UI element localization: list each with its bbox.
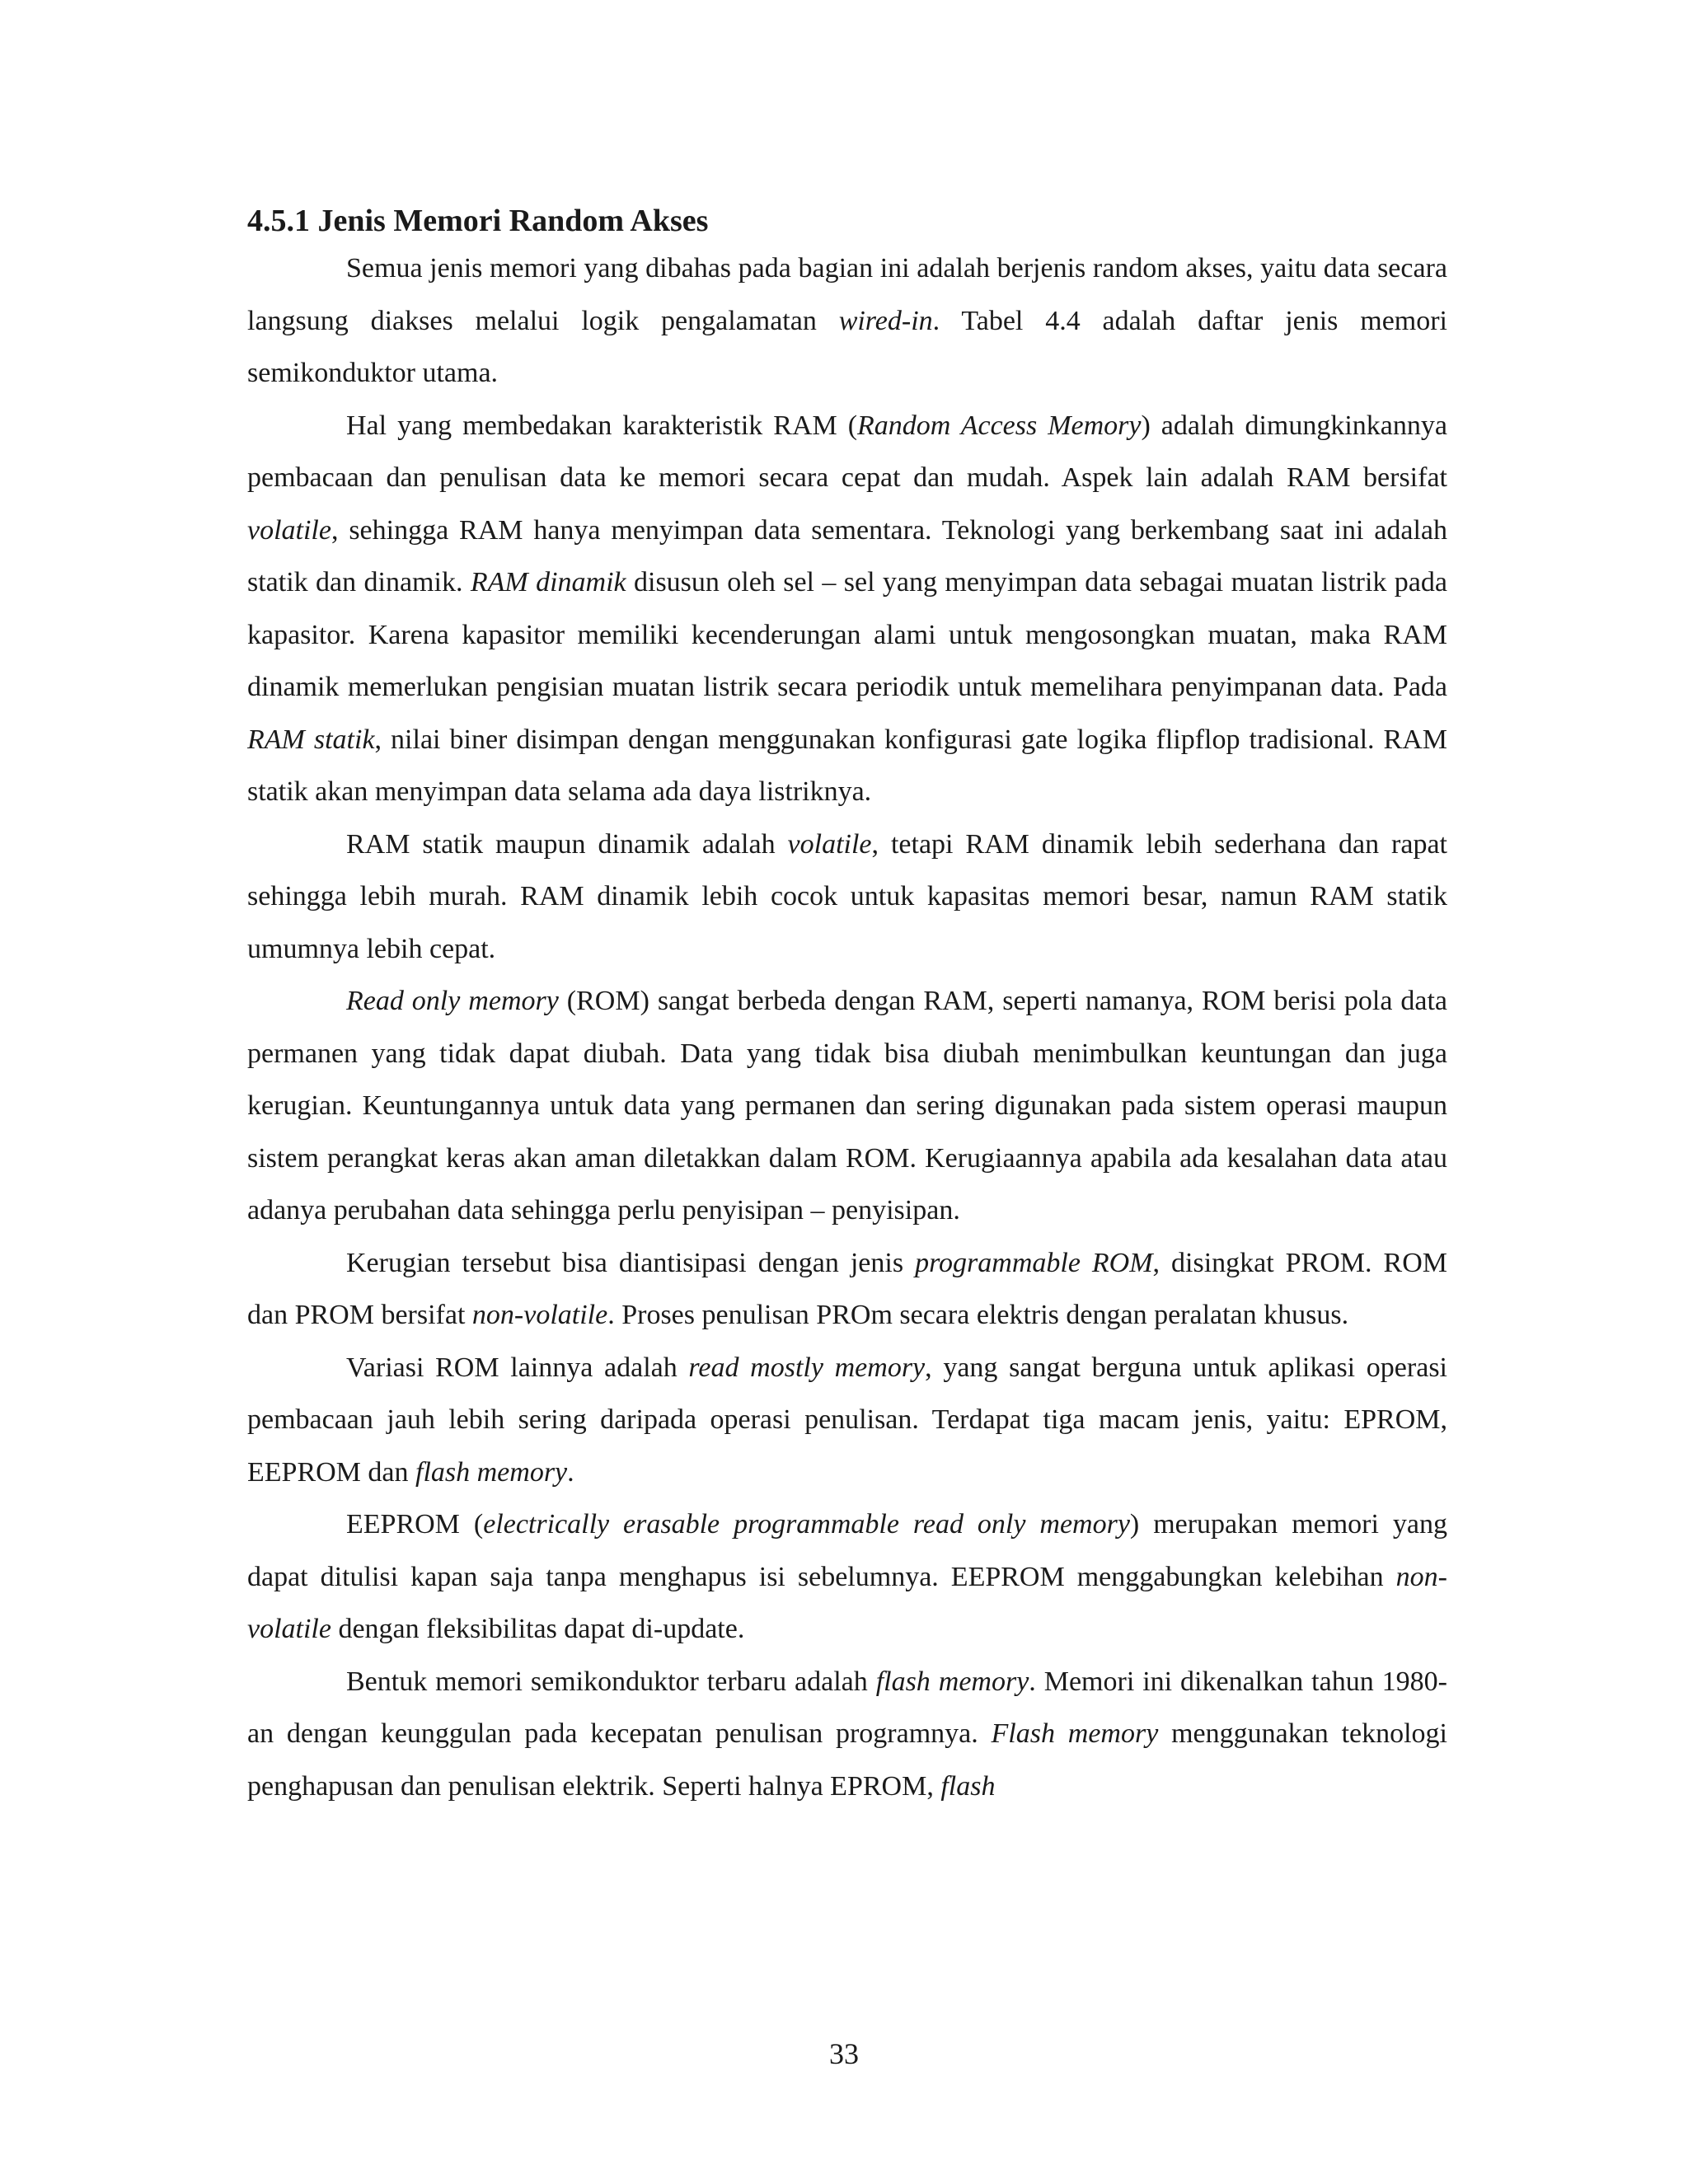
paragraph-text: (ROM) sangat berbeda dengan RAM, seperti namanya, ROM berisi pola data permanen yang tidak dapat diubah. Data yang tidak bisa diubah menimbulkan keuntungan dan juga kerugian. Keuntungannya untuk data yang permanen dan sering digunakan pada sistem operasi maupun sistem perangkat keras akan aman diletakkan dalam ROM. Kerugiaannya apabila ada kesalahan data atau adanya perubahan data sehingga perlu penyisipan – penyisipan.: [247, 986, 1448, 1226]
italic-term: flash memory: [875, 1666, 1029, 1697]
paragraph-text: RAM statik maupun dinamik adalah: [346, 828, 788, 860]
paragraph-text: . Proses penulisan PROm secara elektris dengan peralatan khusus.: [607, 1300, 1349, 1330]
paragraph-text: , disingkat PROM. ROM dan PROM bersifat: [247, 1247, 1447, 1330]
italic-term: non-volatile: [247, 1561, 1447, 1644]
paragraph-text: ) adalah dimungkinkannya pembacaan dan penulisan data ke memori secara cepat dan mudah. Aspek lain adalah RAM bersifat: [247, 410, 1447, 493]
body-paragraph: [247, 1237, 1447, 1342]
body-paragraph: [247, 1342, 1447, 1499]
italic-term: flash memory: [415, 1456, 568, 1488]
body-paragraph: [247, 818, 1447, 976]
paragraph-text: Hal yang membedakan karakteristik RAM (: [346, 410, 858, 441]
italic-term: RAM statik: [247, 724, 375, 755]
italic-term: flash: [940, 1770, 996, 1802]
italic-term: non-volatile: [471, 1300, 608, 1330]
paragraph-text: , sehingga RAM hanya menyimpan data sementara. Teknologi yang berkembang saat ini adalah statik dan dinamik.: [247, 514, 1447, 598]
paragraph-text: , yang sangat berguna untuk aplikasi operasi pembacaan jauh lebih sering daripada operasi penulisan. Terdapat tiga macam jenis, yaitu: EPROM, EEPROM dan: [247, 1352, 1447, 1488]
italic-term: wired-in: [838, 305, 933, 336]
paragraph-text: .: [567, 1456, 574, 1488]
page-content: [247, 199, 1447, 1812]
paragraph-text: menggunakan teknologi penghapusan dan penulisan elektrik. Seperti halnya EPROM,: [247, 1718, 1447, 1802]
paragraph-text: ) merupakan memori yang dapat ditulisi kapan saja tanpa menghapus isi sebelumnya. EEPROM menggabungkan kelebihan: [247, 1509, 1447, 1592]
italic-term: RAM dinamik: [470, 567, 626, 598]
page-number: 33: [829, 2037, 859, 2070]
body-paragraph: [247, 1498, 1447, 1656]
section-heading: 4.5.1 Jenis Memori Random Akses: [247, 204, 709, 238]
body-paragraph: [247, 242, 1447, 400]
paragraph-text: EEPROM (: [346, 1509, 484, 1540]
body-paragraph: [247, 1656, 1447, 1813]
paragraph-text: , nilai biner disimpan dengan menggunakan konfigurasi gate logika flipflop tradisional. RAM statik akan menyimpan data selama ada daya listriknya.: [247, 724, 1447, 807]
paragraph-text: Bentuk memori semikonduktor terbaru adalah: [346, 1666, 876, 1697]
body-text: [247, 242, 1447, 1812]
paragraph-text: Variasi ROM lainnya adalah: [346, 1352, 689, 1383]
body-paragraph: [247, 975, 1447, 1237]
paragraph-text: . Tabel 4.4 adalah daftar jenis memori semikonduktor utama.: [247, 305, 1448, 388]
italic-term: volatile: [247, 514, 331, 546]
italic-term: read mostly memory: [688, 1352, 926, 1383]
paragraph-text: , tetapi RAM dinamik lebih sederhana dan rapat sehingga lebih murah. RAM dinamik lebih cocok untuk kapasitas memori besar, namun RAM statik umumnya lebih cepat.: [247, 828, 1447, 964]
paragraph-text: Semua jenis memori yang dibahas pada bagian ini adalah berjenis random akses, yaitu data secara langsung diakses melalui logik pengalamatan: [247, 253, 1447, 336]
paragraph-text: disusun oleh sel – sel yang menyimpan data sebagai muatan listrik pada kapasitor. Karena kapasitor memiliki kecenderungan alami untuk mengosongkan muatan, maka RAM dinamik memerlukan pengisian muatan listrik secara periodik untuk memelihara penyimpanan data. Pada: [247, 567, 1447, 702]
italic-term: programmable ROM: [915, 1247, 1153, 1278]
body-paragraph: [247, 400, 1447, 818]
italic-term: Flash memory: [991, 1718, 1159, 1749]
italic-term: Read only memory: [346, 986, 559, 1016]
italic-term: electrically erasable programmable read only memory: [483, 1509, 1130, 1540]
paragraph-text: . Memori ini dikenalkan tahun 1980-an dengan keunggulan pada kecepatan penulisan programnya.: [247, 1666, 1447, 1749]
paragraph-text: dengan fleksibilitas dapat di-update.: [331, 1614, 745, 1644]
paragraph-text: Kerugian tersebut bisa diantisipasi dengan jenis: [346, 1247, 916, 1278]
italic-term: volatile: [787, 828, 872, 860]
italic-term: Random Access Memory: [857, 410, 1142, 441]
